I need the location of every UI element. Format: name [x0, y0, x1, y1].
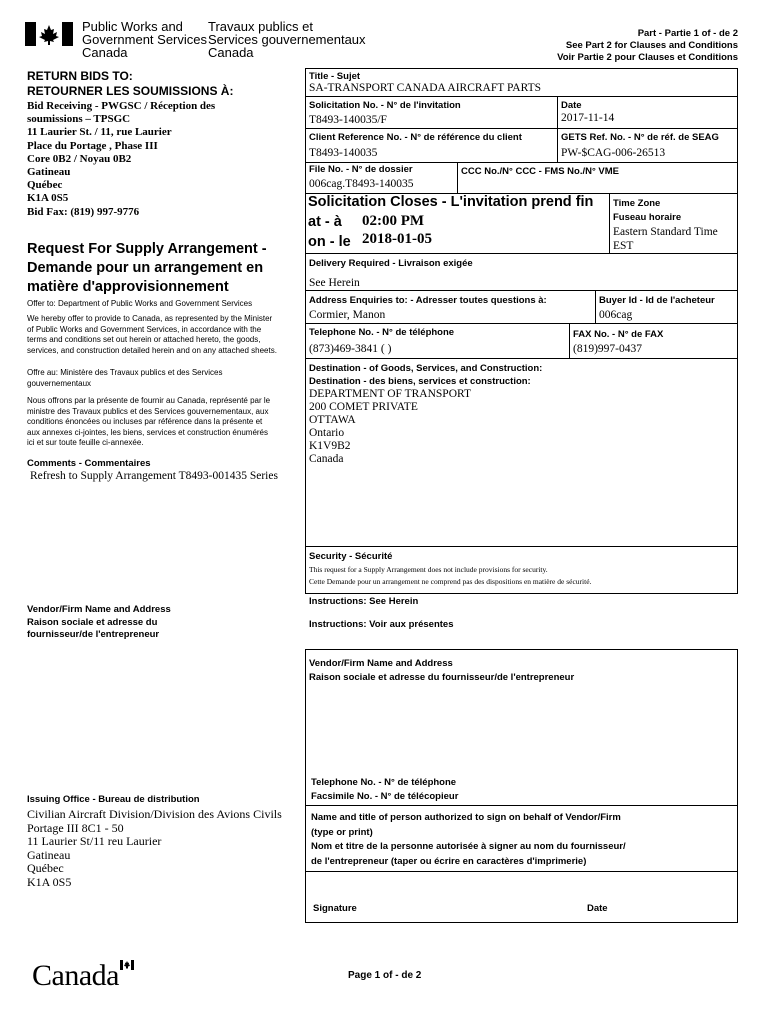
- telephone-value: (873)469-3841 ( ): [309, 343, 392, 355]
- security-label: Security - Sécurité: [309, 551, 393, 562]
- offre-au: Offre au: Ministère des Travaux publics et des Services gouvernementaux: [27, 368, 223, 388]
- client-reference-value: T8493-140035: [309, 147, 378, 159]
- vendor-name-label-left: Vendor/Firm Name and Address Raison sociale et adresse du fournisseur/de l'entrepreneur: [27, 604, 171, 640]
- part-indicator: Part - Partie 1 of - de 2 See Part 2 for Clauses and Conditions Voir Partie 2 pour Clauses et Conditions: [557, 28, 738, 63]
- closes-at-label: at - à: [308, 214, 342, 230]
- enquiries-value: Cormier, Manon: [309, 309, 386, 321]
- authorized-signer-label: Name and title of person authorized to sign on behalf of Vendor/Firm (type or print) Nom et titre de la personne autorisée à signer au nom du fournisseur/ de l'entrepreneur (taper ou écrire en caractères d'imprimerie): [311, 812, 626, 867]
- buyer-id-label: Buyer Id - Id de l'acheteur: [599, 295, 715, 306]
- canada-wordmark-logo: Canada: [32, 958, 142, 998]
- comments-label: Comments - Commentaires: [27, 458, 151, 469]
- gets-ref-label: GETS Ref. No. - N° de réf. de SEAG: [561, 132, 719, 143]
- offer-text-fr: Nous offrons par la présente de fournir au Canada, représenté par le ministre des Travaux publics et des Services gouvernementaux, aux conditions énoncées ou incluses par référence dans la présente et aux annexes ci-jointes, les biens, services et construction énumérés ici et sur toute feuille ci-annexée.: [27, 396, 271, 447]
- closes-on-label: on - le: [308, 234, 351, 250]
- file-number-value: 006cag.T8493-140035: [309, 178, 414, 190]
- wordmark-flag-icon: [120, 960, 134, 970]
- comments-value: Refresh to Supply Arrangement T8493-001435 Series: [30, 470, 278, 482]
- offer-to: Offer to: Department of Public Works and Government Services: [27, 299, 253, 308]
- department-name-en: Public Works and Government Services Canada: [82, 19, 207, 60]
- vendor-fax-label: Facsimile No. - N° de télécopieur: [311, 791, 459, 802]
- destination-label: Destination - of Goods, Services, and Construction: Destination - des biens, services et construction:: [309, 363, 543, 387]
- solicitation-number-label: Solicitation No. - N° de l'invitation: [309, 100, 461, 111]
- file-number-label: File No. - N° de dossier: [309, 164, 413, 175]
- signature-date-label: Date: [587, 903, 608, 914]
- signature-label: Signature: [313, 903, 357, 914]
- instructions-en: Instructions: See Herein: [309, 596, 419, 607]
- return-bids-title: RETURN BIDS TO: RETOURNER LES SOUMISSIONS À:: [27, 69, 234, 98]
- offer-text-en: We hereby offer to provide to Canada, as represented by the Minister of Public Works and Government Services, in accordance with the terms and conditions set out herein or attached hereto, the goods, services, and construction detailed herein and on any attached sheets.: [27, 314, 277, 355]
- department-name-fr: Travaux publics et Services gouvernementaux Canada: [208, 19, 366, 60]
- title-value: SA-TRANSPORT CANADA AIRCRAFT PARTS: [309, 82, 541, 94]
- time-zone-value: Eastern Standard Time EST: [613, 226, 718, 252]
- date-value: 2017-11-14: [561, 112, 615, 124]
- time-zone-label: Time Zone Fuseau horaire: [613, 198, 682, 223]
- security-text-fr: Cette Demande pour un arrangement ne comprend pas des dispositions en matière de sécurité.: [309, 577, 592, 586]
- fax-value: (819)997-0437: [573, 343, 642, 355]
- issuing-office-label: Issuing Office - Bureau de distribution: [27, 794, 200, 805]
- ccc-number-label: CCC No./N° CCC - FMS No./N° VME: [461, 166, 620, 177]
- solicitation-closes-title: Solicitation Closes - L'invitation prend fin: [308, 194, 594, 210]
- date-label: Date: [561, 100, 582, 111]
- delivery-required-label: Delivery Required - Livraison exigée: [309, 258, 473, 269]
- rfsa-title: Request For Supply Arrangement - Demande pour un arrangement en matière d'approvisionnement: [27, 241, 267, 295]
- security-text-en: This request for a Supply Arrangement does not include provisions for security.: [309, 565, 548, 574]
- gets-ref-value: PW-$CAG-006-26513: [561, 147, 666, 159]
- enquiries-label: Address Enquiries to: - Adresser toutes questions à:: [309, 295, 547, 306]
- closes-at-value: 02:00 PM: [362, 213, 425, 229]
- vendor-box-label: Vendor/Firm Name and Address Raison sociale et adresse du fournisseur/de l'entrepreneur: [309, 658, 575, 683]
- fax-label: FAX No. - N° de FAX: [573, 329, 664, 340]
- telephone-label: Telephone No. - N° de téléphone: [309, 327, 455, 338]
- issuing-office-address: Civilian Aircraft Division/Division des Avions Civils Portage III 8C1 - 50 11 Laurier St/11 reu Laurier Gatineau Québec K1A 0S5: [27, 807, 282, 889]
- buyer-id-value: 006cag: [599, 309, 633, 321]
- vendor-telephone-label: Telephone No. - N° de téléphone: [311, 777, 457, 788]
- title-label: Title - Sujet: [309, 71, 361, 82]
- vendor-name-address-field[interactable]: [309, 688, 734, 774]
- canada-flag-icon: [25, 22, 73, 46]
- client-reference-label: Client Reference No. - N° de référence du client: [309, 132, 522, 143]
- delivery-required-value: See Herein: [309, 277, 360, 289]
- closes-on-value: 2018-01-05: [362, 231, 432, 247]
- page-number: Page 1 of - de 2: [348, 970, 422, 981]
- instructions-fr: Instructions: Voir aux présentes: [309, 619, 454, 630]
- return-bids-address: Bid Receiving - PWGSC / Réception des soumissions – TPSGC 11 Laurier St. / 11, rue Laurier Place du Portage , Phase III Core 0B2 / Noyau 0B2 Gatineau Québec K1A 0S5 Bid Fax: (819) 997-9776: [27, 100, 216, 218]
- destination-address: DEPARTMENT OF TRANSPORT 200 COMET PRIVATE OTTAWA Ontario K1V9B2 Canada: [309, 388, 471, 465]
- solicitation-number-value: T8493-140035/F: [309, 114, 387, 126]
